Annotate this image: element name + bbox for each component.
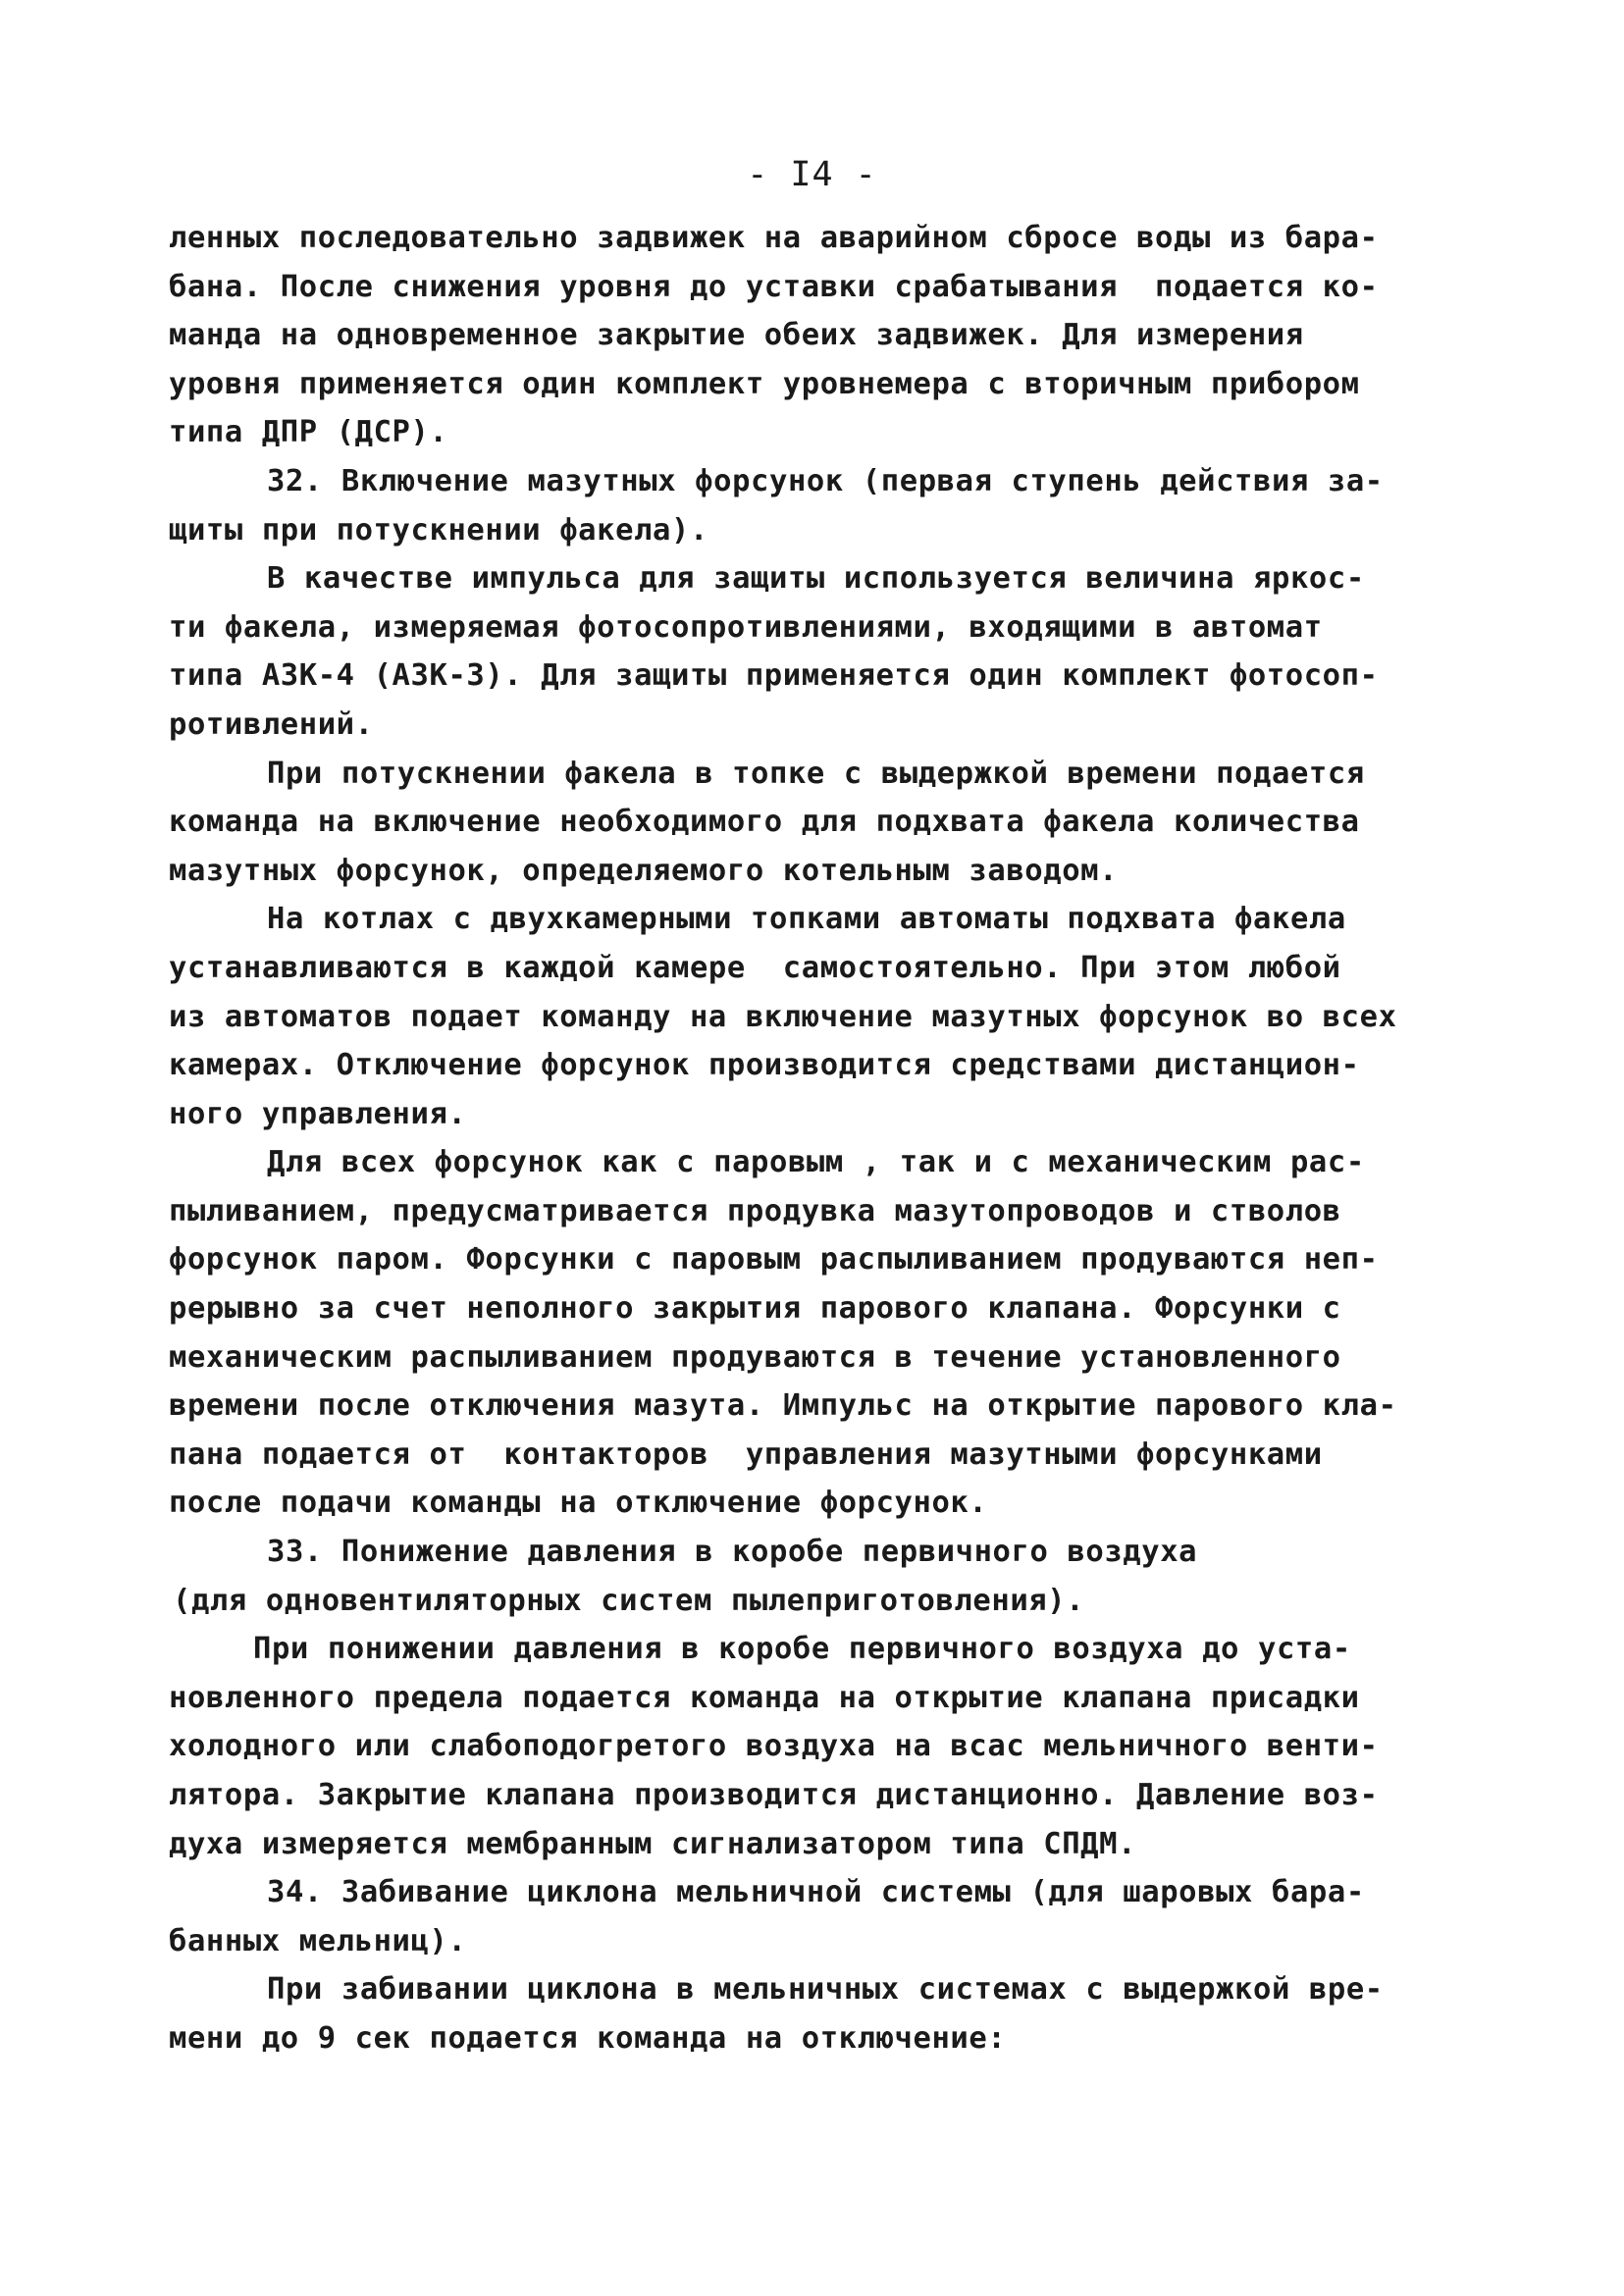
text-line: пана подается от контакторов управления мазутными форсунками	[169, 1436, 1323, 1472]
text-line: пыливанием, предусматривается продувка мазутопроводов и стволов	[169, 1193, 1341, 1228]
text-line: При забивании циклона в мельничных системах с выдержкой вре-	[267, 1972, 1384, 2008]
body-text	[169, 214, 1503, 2063]
text-line: Для всех форсунок как с паровым , так и с механическим рас-	[267, 1145, 1365, 1180]
text-line: бана. После снижения уровня до уставки срабатывания подается ко-	[169, 269, 1379, 304]
text-line: холодного или слабоподогретого воздуха на всас мельничного венти-	[169, 1729, 1379, 1764]
text-line: ротивлений.	[169, 706, 374, 742]
text-line: При потускнении факела в топке с выдержкой времени подается	[267, 756, 1365, 791]
text-line: банных мельниц).	[169, 1923, 467, 1958]
text-line: команда на включение необходимого для подхвата факела количества	[169, 805, 1360, 840]
text-line: из автоматов подает команду на включение мазутных форсунок во всех	[169, 999, 1397, 1034]
text-line: ти факела, измеряемая фотосопротивлениями, входящими в автомат	[169, 609, 1323, 645]
text-line: духа измеряется мембранным сигнализатором типа СПДМ.	[169, 1826, 1137, 1861]
text-line: 32. Включение мазутных форсунок (первая ступень действия за-	[267, 463, 1384, 498]
text-line: На котлах с двухкамерными топками автоматы подхвата факела	[267, 902, 1346, 937]
text-line: типа АЗК-4 (АЗК-3). Для защиты применяется один комплект фотосоп-	[169, 658, 1379, 694]
text-line: мазутных форсунок, определяемого котельным заводом.	[169, 853, 1119, 888]
text-line: 34. Забивание циклона мельничной системы (для шаровых бара-	[267, 1875, 1365, 1910]
text-line: ного управления.	[169, 1096, 467, 1131]
text-line: мени до 9 сек подается команда на отключение:	[169, 2020, 1007, 2056]
text-line: механическим распыливанием продуваются в течение установленного	[169, 1339, 1341, 1375]
text-line: типа ДПР (ДСР).	[169, 415, 448, 450]
text-line: (для одновентиляторных систем пылеприготовления).	[173, 1583, 1085, 1618]
text-line: уровня применяется один комплект уровнемера с вторичным прибором	[169, 366, 1360, 401]
text-line: камерах. Отключение форсунок производится средствами дистанцион-	[169, 1048, 1360, 1083]
text-line: устанавливаются в каждой камере самостоятельно. При этом любой	[169, 950, 1341, 985]
text-line: При понижении давления в коробе первичного воздуха до уста-	[253, 1632, 1351, 1667]
text-line: лятора. Закрытие клапана производится дистанционно. Давление воз-	[169, 1778, 1379, 1812]
page-number: - I4 -	[747, 155, 877, 194]
text-line: щиты при потускнении факела).	[169, 512, 708, 548]
text-line: 33. Понижение давления в коробе первичного воздуха	[267, 1535, 1198, 1570]
text-line: форсунок паром. Форсунки с паровым распыливанием продуваются неп-	[169, 1242, 1379, 1278]
text-line: рерывно за счет неполного закрытия парового клапана. Форсунки с	[169, 1291, 1341, 1327]
text-line: новленного предела подается команда на открытие клапана присадки	[169, 1680, 1360, 1715]
text-line: времени после отключения мазута. Импульс на открытие парового кла-	[169, 1388, 1397, 1424]
text-line: после подачи команды на отключение форсунок.	[169, 1486, 988, 1521]
text-line: ленных последовательно задвижек на аварийном сбросе воды из бара-	[169, 221, 1379, 255]
text-line: манда на одновременное закрытие обеих задвижек. Для измерения	[169, 318, 1304, 353]
text-line: В качестве импульса для защиты используется величина яркос-	[267, 561, 1365, 597]
